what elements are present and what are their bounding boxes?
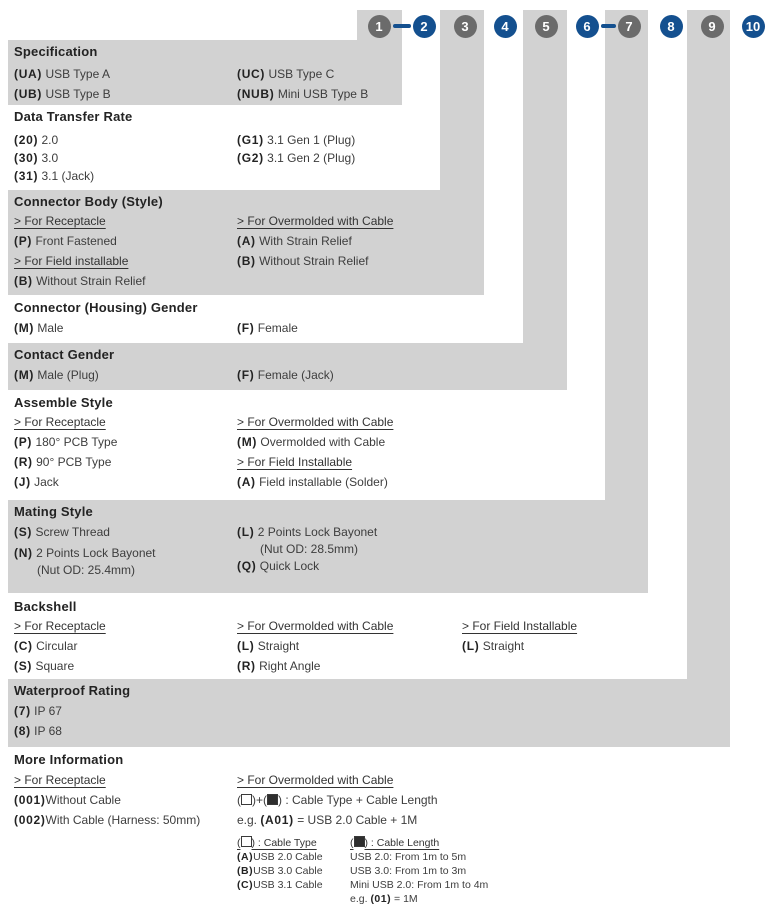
option-item [14,701,62,721]
option-code: (01) [370,893,392,905]
open-square-icon [241,836,252,847]
option-label: > For Overmolded with Cable [237,773,394,787]
option-item [237,636,393,656]
column-highlight [687,10,730,747]
option-label: > For Field installable [14,254,129,268]
option-item [14,432,117,452]
option-item [237,810,438,830]
option-label: 3.1 Gen 2 (Plug) [263,151,356,165]
cable-length-column [350,836,488,906]
option-code: (8) [14,724,31,738]
group-heading [14,211,145,231]
options-column [14,318,63,338]
group-heading [237,211,393,231]
option-label: )+( [252,793,267,807]
group-heading [237,770,438,790]
option-code: (J) [14,475,31,489]
options-column [237,365,334,385]
option-label: Screw Thread [32,525,110,539]
options-column [237,131,355,167]
option-code: (F) [237,368,255,382]
section-title-backshell: Backshell [14,599,77,614]
option-label: > For Overmolded with Cable [237,619,394,633]
option-label: > For Receptacle [14,619,106,633]
option-code: (20) [14,133,39,147]
option-label: Straight [479,639,525,653]
section-title-data-transfer-rate: Data Transfer Rate [14,109,133,124]
option-label: > For Receptacle [14,415,106,429]
position-circle-6: 6 [576,15,599,38]
option-code: (A) [237,234,256,248]
option-code: (R) [237,659,256,673]
column-highlight [523,10,567,390]
option-label: > For Field Installable [462,619,578,633]
option-label: 3.1 (Jack) [38,169,95,183]
option-code: (B) [14,274,33,288]
position-circle-4: 4 [494,15,517,38]
option-code: (A) [237,475,256,489]
option-label: (Nut OD: 25.4mm) [37,563,136,577]
options-column [237,616,393,676]
options-column [237,522,377,577]
option-label: Male (Plug) [34,368,99,382]
option-item [237,251,393,271]
option-label: ) : Cable Type [251,837,317,849]
option-label: ) : Cable Length [364,837,440,849]
option-label: Circular [32,639,78,653]
option-label: Straight [254,639,300,653]
option-note [237,543,377,556]
option-label: Right Angle [255,659,321,673]
option-label: > For Receptacle [14,214,106,228]
option-item [14,452,117,472]
option-item [237,556,377,577]
option-code: (30) [14,151,39,165]
options-column [237,64,368,104]
option-item [350,892,488,906]
option-code: (B) [237,865,254,877]
option-code: (N) [14,546,33,560]
options-column [14,522,156,577]
option-item [14,790,200,810]
option-label: 180° PCB Type [32,435,118,449]
section-title-specification: Specification [14,44,98,59]
option-label: Quick Lock [256,559,320,573]
filled-square-icon [267,794,278,805]
option-label: Without Strain Relief [255,254,369,268]
option-code: (M) [14,368,35,382]
option-label: USB Type B [42,87,111,101]
option-label: Front Fastened [32,234,117,248]
option-code: (G1) [237,133,264,147]
option-item [14,636,106,656]
option-label: e.g. [237,813,261,827]
option-item [237,790,438,810]
group-heading [237,412,393,432]
option-label: USB 3.1 Cable [253,879,323,891]
option-label: (Nut OD: 28.5mm) [260,542,359,556]
option-code: (UB) [14,87,43,101]
option-code: (A) [237,851,254,863]
position-link-icon [601,24,616,28]
position-circle-10: 10 [742,15,765,38]
options-column [14,131,94,185]
option-item [14,167,94,185]
group-heading [14,251,145,271]
option-item [237,522,377,543]
position-circle-5: 5 [535,15,558,38]
option-item [14,149,94,167]
options-column [237,412,393,492]
option-item [237,472,393,492]
option-note [14,564,156,577]
options-column [237,318,298,338]
position-circle-1: 1 [368,15,391,38]
option-label: USB 3.0: From 1m to 3m [350,865,467,877]
option-label: Female [254,321,298,335]
option-label: USB 3.0 Cable [253,865,323,877]
option-item [14,543,156,564]
option-label: > For Overmolded with Cable [237,415,394,429]
option-item [14,64,111,84]
option-label: Jack [30,475,59,489]
option-code: (L) [237,639,255,653]
option-label: 90° PCB Type [32,455,112,469]
option-item [14,810,200,830]
section-title-more-information: More Information [14,752,124,767]
options-column [237,770,438,830]
section-title-contact-gender: Contact Gender [14,347,115,362]
cable-type-column [237,836,323,892]
option-item [14,318,63,338]
group-heading [237,616,393,636]
option-code: (M) [14,321,35,335]
option-item [237,878,323,892]
section-title-connector-housing-gender: Connector (Housing) Gender [14,300,198,315]
option-code: (M) [237,435,258,449]
option-item [14,131,94,149]
option-label: ( [237,837,241,849]
option-label: IP 68 [30,724,62,738]
option-label: Without Strain Relief [32,274,146,288]
option-code: (Q) [237,559,257,573]
options-column [14,701,62,741]
position-circle-3: 3 [454,15,477,38]
option-label: Male [34,321,64,335]
option-item [237,318,298,338]
option-item [237,864,323,878]
option-label: Female (Jack) [254,368,334,382]
option-code: (A01) [260,813,294,827]
option-label: > For Receptacle [14,773,106,787]
options-column [14,64,111,104]
option-item [237,131,355,149]
option-label: ( [237,793,241,807]
options-column [14,365,99,385]
option-code: (R) [14,455,33,469]
option-item [14,656,106,676]
option-label: 2 Points Lock Bayonet [254,525,378,539]
option-label: Field installable (Solder) [255,475,388,489]
option-label: 2.0 [38,133,59,147]
option-item [350,850,488,864]
option-label: With Cable (Harness: 50mm) [45,813,201,827]
option-item [237,149,355,167]
option-item [237,656,393,676]
option-label: Mini USB Type B [274,87,369,101]
option-item [350,864,488,878]
option-item [14,231,145,251]
option-label: Square [32,659,75,673]
option-label: > For Field Installable [237,455,353,469]
section-title-connector-body-style: Connector Body (Style) [14,194,163,209]
group-heading [237,836,323,850]
option-item [14,522,156,543]
option-label: With Strain Relief [255,234,352,248]
option-item [14,365,99,385]
option-item [350,878,488,892]
option-code: (001) [14,793,46,807]
option-item [237,84,368,104]
options-column [14,211,145,291]
section-title-assemble-style: Assemble Style [14,395,113,410]
options-column [237,211,393,271]
option-code: (002) [14,813,46,827]
option-label: > For Overmolded with Cable [237,214,394,228]
option-code: (UA) [14,67,43,81]
position-link-icon [393,24,411,28]
option-label: 3.1 Gen 1 (Plug) [263,133,356,147]
group-heading [462,616,577,636]
option-label: = USB 2.0 Cable + 1M [293,813,418,827]
position-circle-7: 7 [618,15,641,38]
options-column [14,616,106,676]
option-code: (UC) [237,67,266,81]
option-label: 3.0 [38,151,59,165]
option-code: (L) [462,639,480,653]
option-label: 2 Points Lock Bayonet [32,546,156,560]
option-code: (S) [14,659,33,673]
option-code: (G2) [237,151,264,165]
option-item [237,365,334,385]
option-code: (L) [237,525,255,539]
option-label: Overmolded with Cable [257,435,386,449]
option-label: USB Type A [42,67,110,81]
option-item [14,721,62,741]
option-item [14,84,111,104]
option-code: (S) [14,525,33,539]
group-heading [237,452,393,472]
group-heading [14,616,106,636]
option-item [462,636,577,656]
group-heading [14,770,200,790]
option-item [237,64,368,84]
options-column [14,412,117,492]
option-code: (31) [14,169,39,183]
option-label: IP 67 [30,704,62,718]
open-square-icon [241,794,252,805]
options-column [14,770,200,830]
option-code: (7) [14,704,31,718]
option-label: USB 2.0: From 1m to 5m [350,851,467,863]
filled-square-icon [354,836,365,847]
position-circle-8: 8 [660,15,683,38]
option-item [14,271,145,291]
section-title-mating-style: Mating Style [14,504,93,519]
option-label: = 1M [391,893,418,905]
section-title-waterproof-rating: Waterproof Rating [14,683,131,698]
option-code: (NUB) [237,87,275,101]
option-item [237,231,393,251]
option-label: ( [350,837,354,849]
option-label: ) : Cable Type + Cable Length [278,793,438,807]
option-item [237,432,393,452]
option-code: (C) [14,639,33,653]
option-label: Without Cable [45,793,121,807]
group-heading [14,412,117,432]
option-label: Mini USB 2.0: From 1m to 4m [350,879,489,891]
option-code: (P) [14,234,33,248]
option-item [14,472,117,492]
options-column [462,616,577,656]
option-code: (F) [237,321,255,335]
option-code: (C) [237,879,254,891]
position-circle-9: 9 [701,15,724,38]
group-heading [350,836,488,850]
option-code: (B) [237,254,256,268]
option-label: USB 2.0 Cable [253,851,323,863]
option-label: USB Type C [265,67,335,81]
position-circle-2: 2 [413,15,436,38]
option-item [237,850,323,864]
option-code: (P) [14,435,33,449]
option-label: e.g. [350,893,371,905]
